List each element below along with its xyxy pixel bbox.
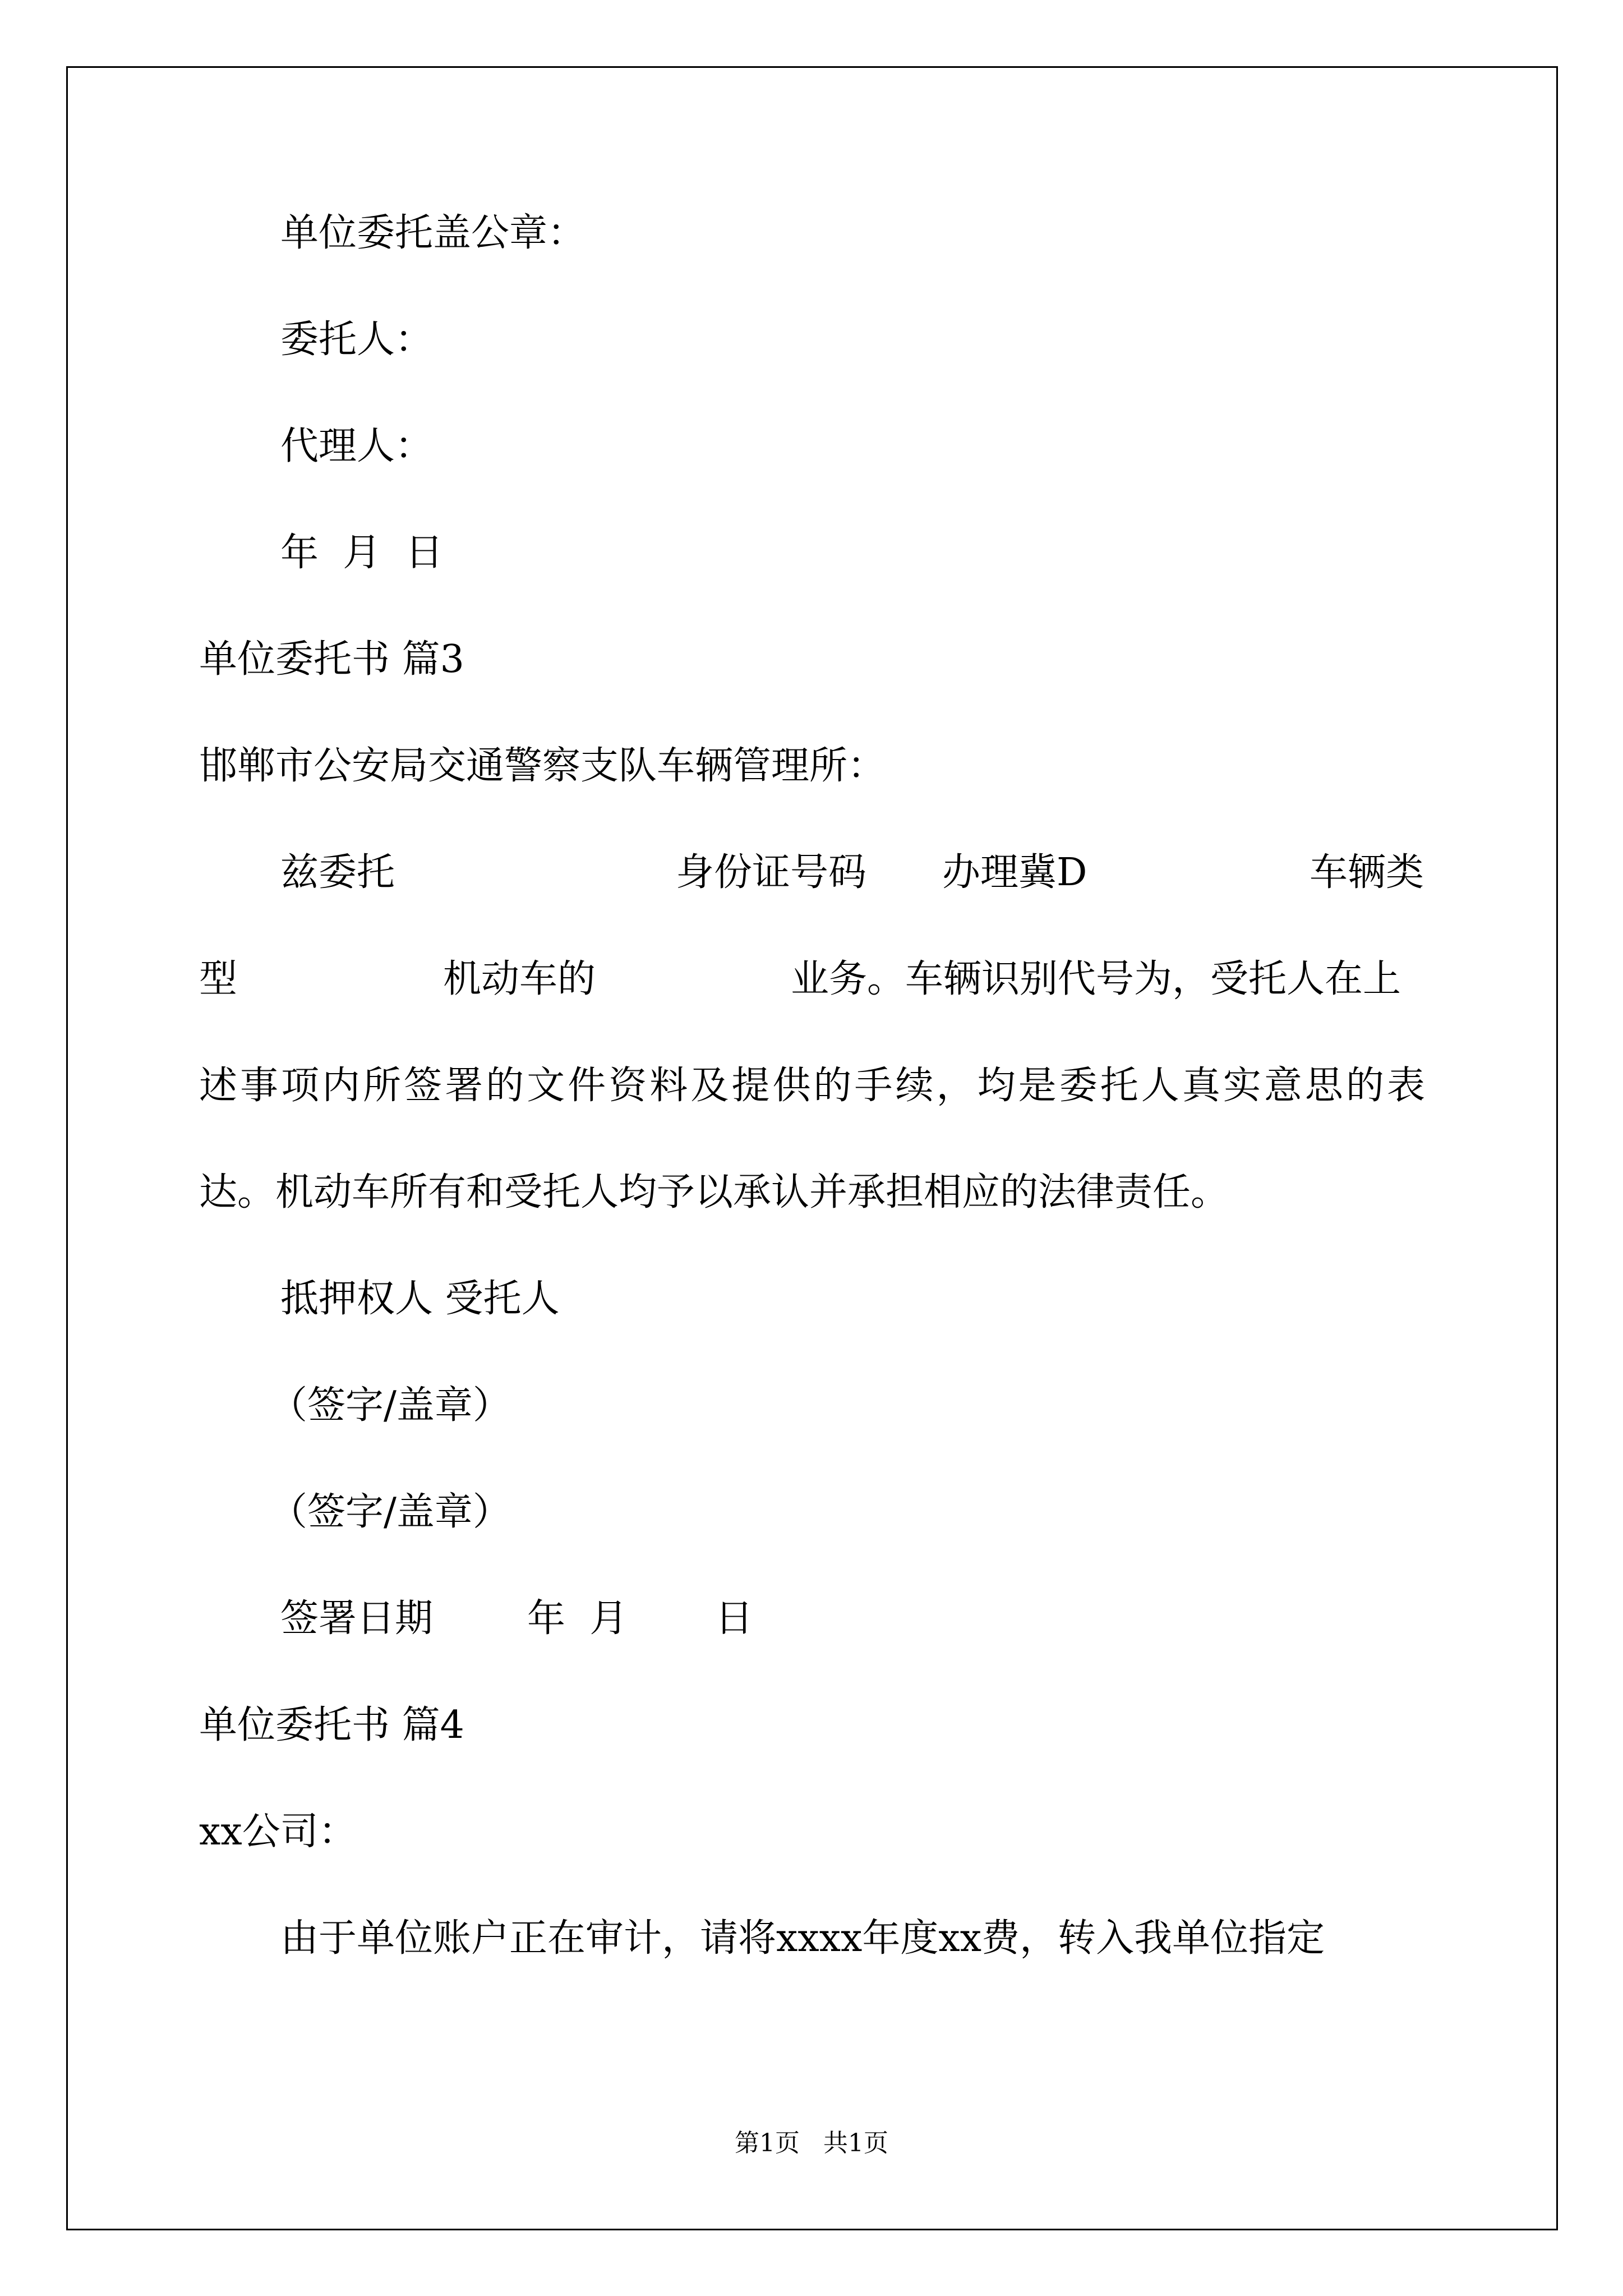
section-heading-3: 单位委托书 篇3 [199,637,464,682]
paragraph-3: 述事项内所签署的文件资料及提供的手续，均是委托人真实意思的表 [199,1064,1425,1108]
principal-line: 委托人： [280,318,434,362]
addressee-3: 邯郸市公安局交通警察支队车辆管理所： [199,744,886,788]
paragraph-4: 达。机动车所有和受托人均予以承认并承担相应的法律责任。 [199,1170,1229,1214]
section-heading-4: 单位委托书 篇4 [199,1703,464,1747]
date-line: 年 月 日 [280,531,444,575]
agent-line: 代理人： [280,424,434,468]
paragraph-1-part-c: 办理冀D [942,850,1087,895]
signature-seal-2: （签字/盖章） [269,1490,511,1534]
page-border [66,66,1558,2230]
paragraph-5: 由于单位账户正在审计，请将xxxx年度xx费，转入我单位指定 [280,1916,1325,1961]
paragraph-1-part-b: 身份证号码 [676,850,867,895]
seal-line: 单位委托盖公章： [280,211,586,255]
paragraph-2-part-a: 型 [199,957,238,1001]
paragraph-1-part-d: 车辆类 [1310,850,1424,895]
addressee-4: xx公司： [199,1810,357,1854]
sign-date-day: 日 [715,1596,754,1641]
paragraph-1-part-a: 兹委托 [280,850,395,895]
paragraph-2-part-b: 机动车的 [443,957,596,1001]
page-footer: 第1页 共1页 [735,2129,888,2157]
sign-date-year-month: 年 月 [527,1596,628,1641]
sign-date-label: 签署日期 [280,1596,434,1641]
signature-seal-1: （签字/盖章） [269,1383,511,1428]
paragraph-2-part-c: 业务。车辆识别代号为，受托人在上 [791,957,1401,1001]
mortgagee-line: 抵押权人 受托人 [280,1277,560,1321]
